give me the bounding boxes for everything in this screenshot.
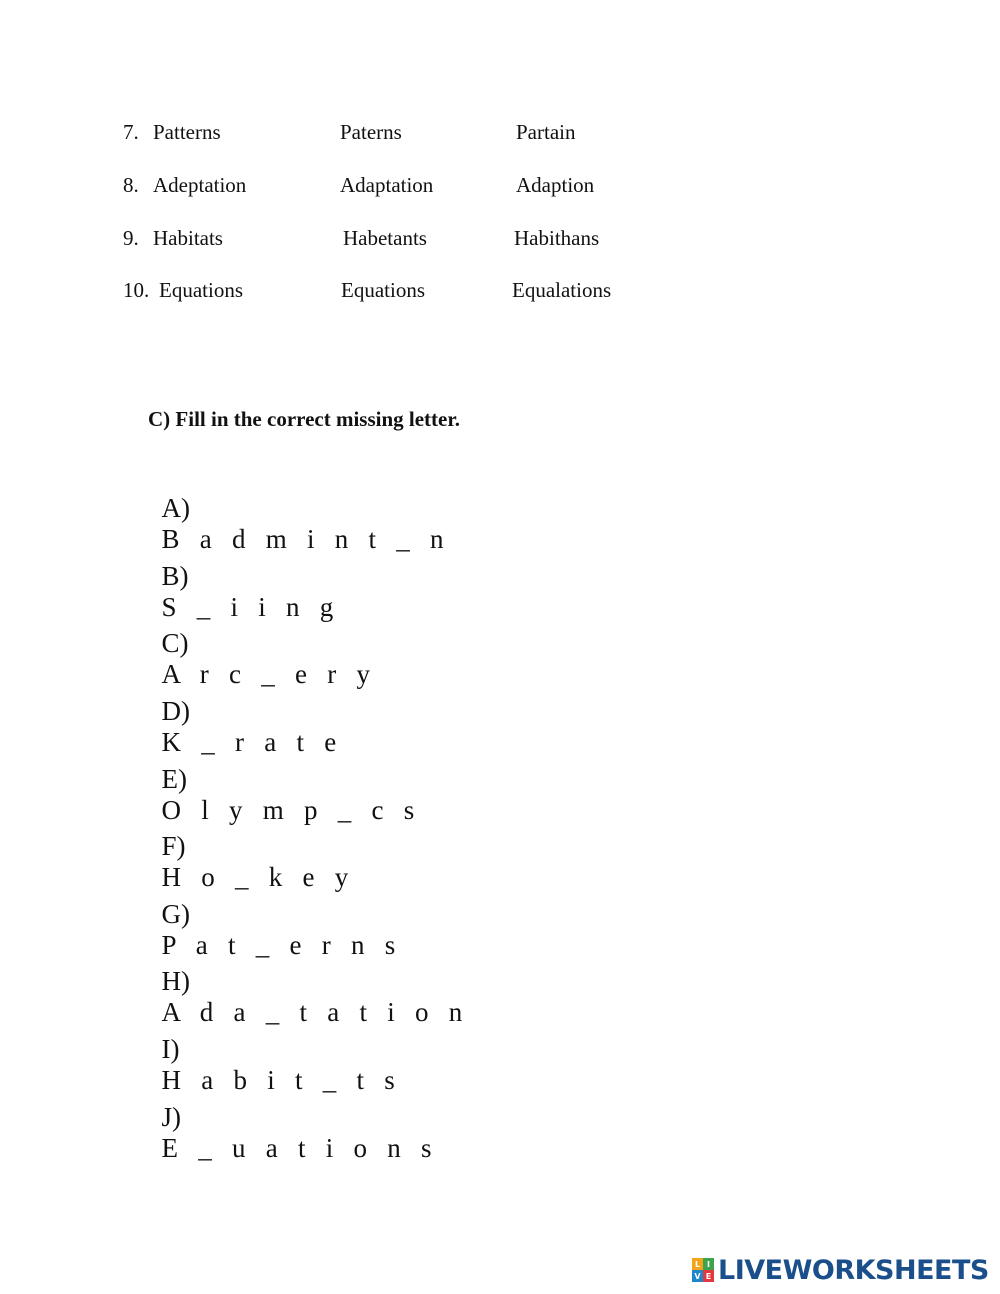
row-number: 8. xyxy=(123,173,139,197)
fill-item xyxy=(148,868,396,960)
fill-item-letters: A r c _ e r y xyxy=(161,659,370,689)
choice-1: Habitats xyxy=(153,226,223,250)
word-row xyxy=(0,278,1000,308)
fill-item-label: F) xyxy=(161,831,186,861)
choice-1: Patterns xyxy=(153,120,221,144)
choice-2: Habetants xyxy=(343,226,427,250)
fill-item-label: J) xyxy=(161,1102,181,1132)
fill-item-letters: H a b i t _ t s xyxy=(161,1065,395,1095)
choice-3: Equalations xyxy=(512,278,612,302)
liveworksheets-logo xyxy=(692,1255,989,1285)
choice-2: Adaptation xyxy=(340,173,434,197)
row-number: 7. xyxy=(123,120,139,144)
fill-item-label: G) xyxy=(161,899,190,929)
word-row xyxy=(0,226,1000,256)
fill-item xyxy=(148,935,463,1027)
fill-item xyxy=(148,665,337,757)
fill-item xyxy=(148,1071,432,1163)
row-number: 9. xyxy=(123,226,139,250)
section-c-heading: C) Fill in the correct missing letter. xyxy=(148,407,461,431)
logo-text: LIVEWORKSHEETS xyxy=(718,1254,989,1286)
fill-item-letters: B a d m i n t _ n xyxy=(161,524,444,554)
fill-item xyxy=(148,462,444,554)
fill-item-label: C) xyxy=(161,628,189,658)
choice-3: Habithans xyxy=(514,226,600,250)
fill-item-label: E) xyxy=(161,764,187,794)
word-row xyxy=(0,120,1000,150)
choice-3: Partain xyxy=(516,120,576,144)
choice-2: Paterns xyxy=(340,120,402,144)
choice-3: Adaption xyxy=(516,173,595,197)
fill-item xyxy=(148,800,349,892)
logo-square: L xyxy=(692,1258,703,1270)
fill-item-label: I) xyxy=(161,1034,180,1064)
fill-item-letters: O l y m p _ c s xyxy=(161,795,415,825)
logo-square: I xyxy=(703,1258,714,1270)
word-row xyxy=(0,173,1000,203)
fill-item xyxy=(148,530,334,622)
fill-item-label: D) xyxy=(161,696,190,726)
fill-item-letters: A d a _ t a t i o n xyxy=(161,997,463,1027)
fill-item-letters: K _ r a t e xyxy=(161,727,337,757)
logo-square: V xyxy=(692,1270,703,1282)
fill-item-label: B) xyxy=(161,561,189,591)
choice-2: Equations xyxy=(341,278,425,302)
row-number: 10. xyxy=(123,278,150,302)
fill-item-letters: H o _ k e y xyxy=(161,862,349,892)
fill-item-letters: E _ u a t i o n s xyxy=(161,1133,432,1163)
fill-item-label: A) xyxy=(161,493,190,523)
fill-item-label: H) xyxy=(161,966,190,996)
choice-1: Equations xyxy=(159,278,243,302)
fill-item-letters: S _ i i n g xyxy=(161,592,334,622)
fill-item xyxy=(148,1003,395,1095)
logo-square: E xyxy=(703,1270,714,1282)
fill-item xyxy=(148,733,415,825)
fill-item xyxy=(148,597,370,689)
liveworksheets-logo-icon xyxy=(692,1258,714,1282)
fill-item-letters: P a t _ e r n s xyxy=(161,930,396,960)
choice-1: Adeptation xyxy=(153,173,247,197)
